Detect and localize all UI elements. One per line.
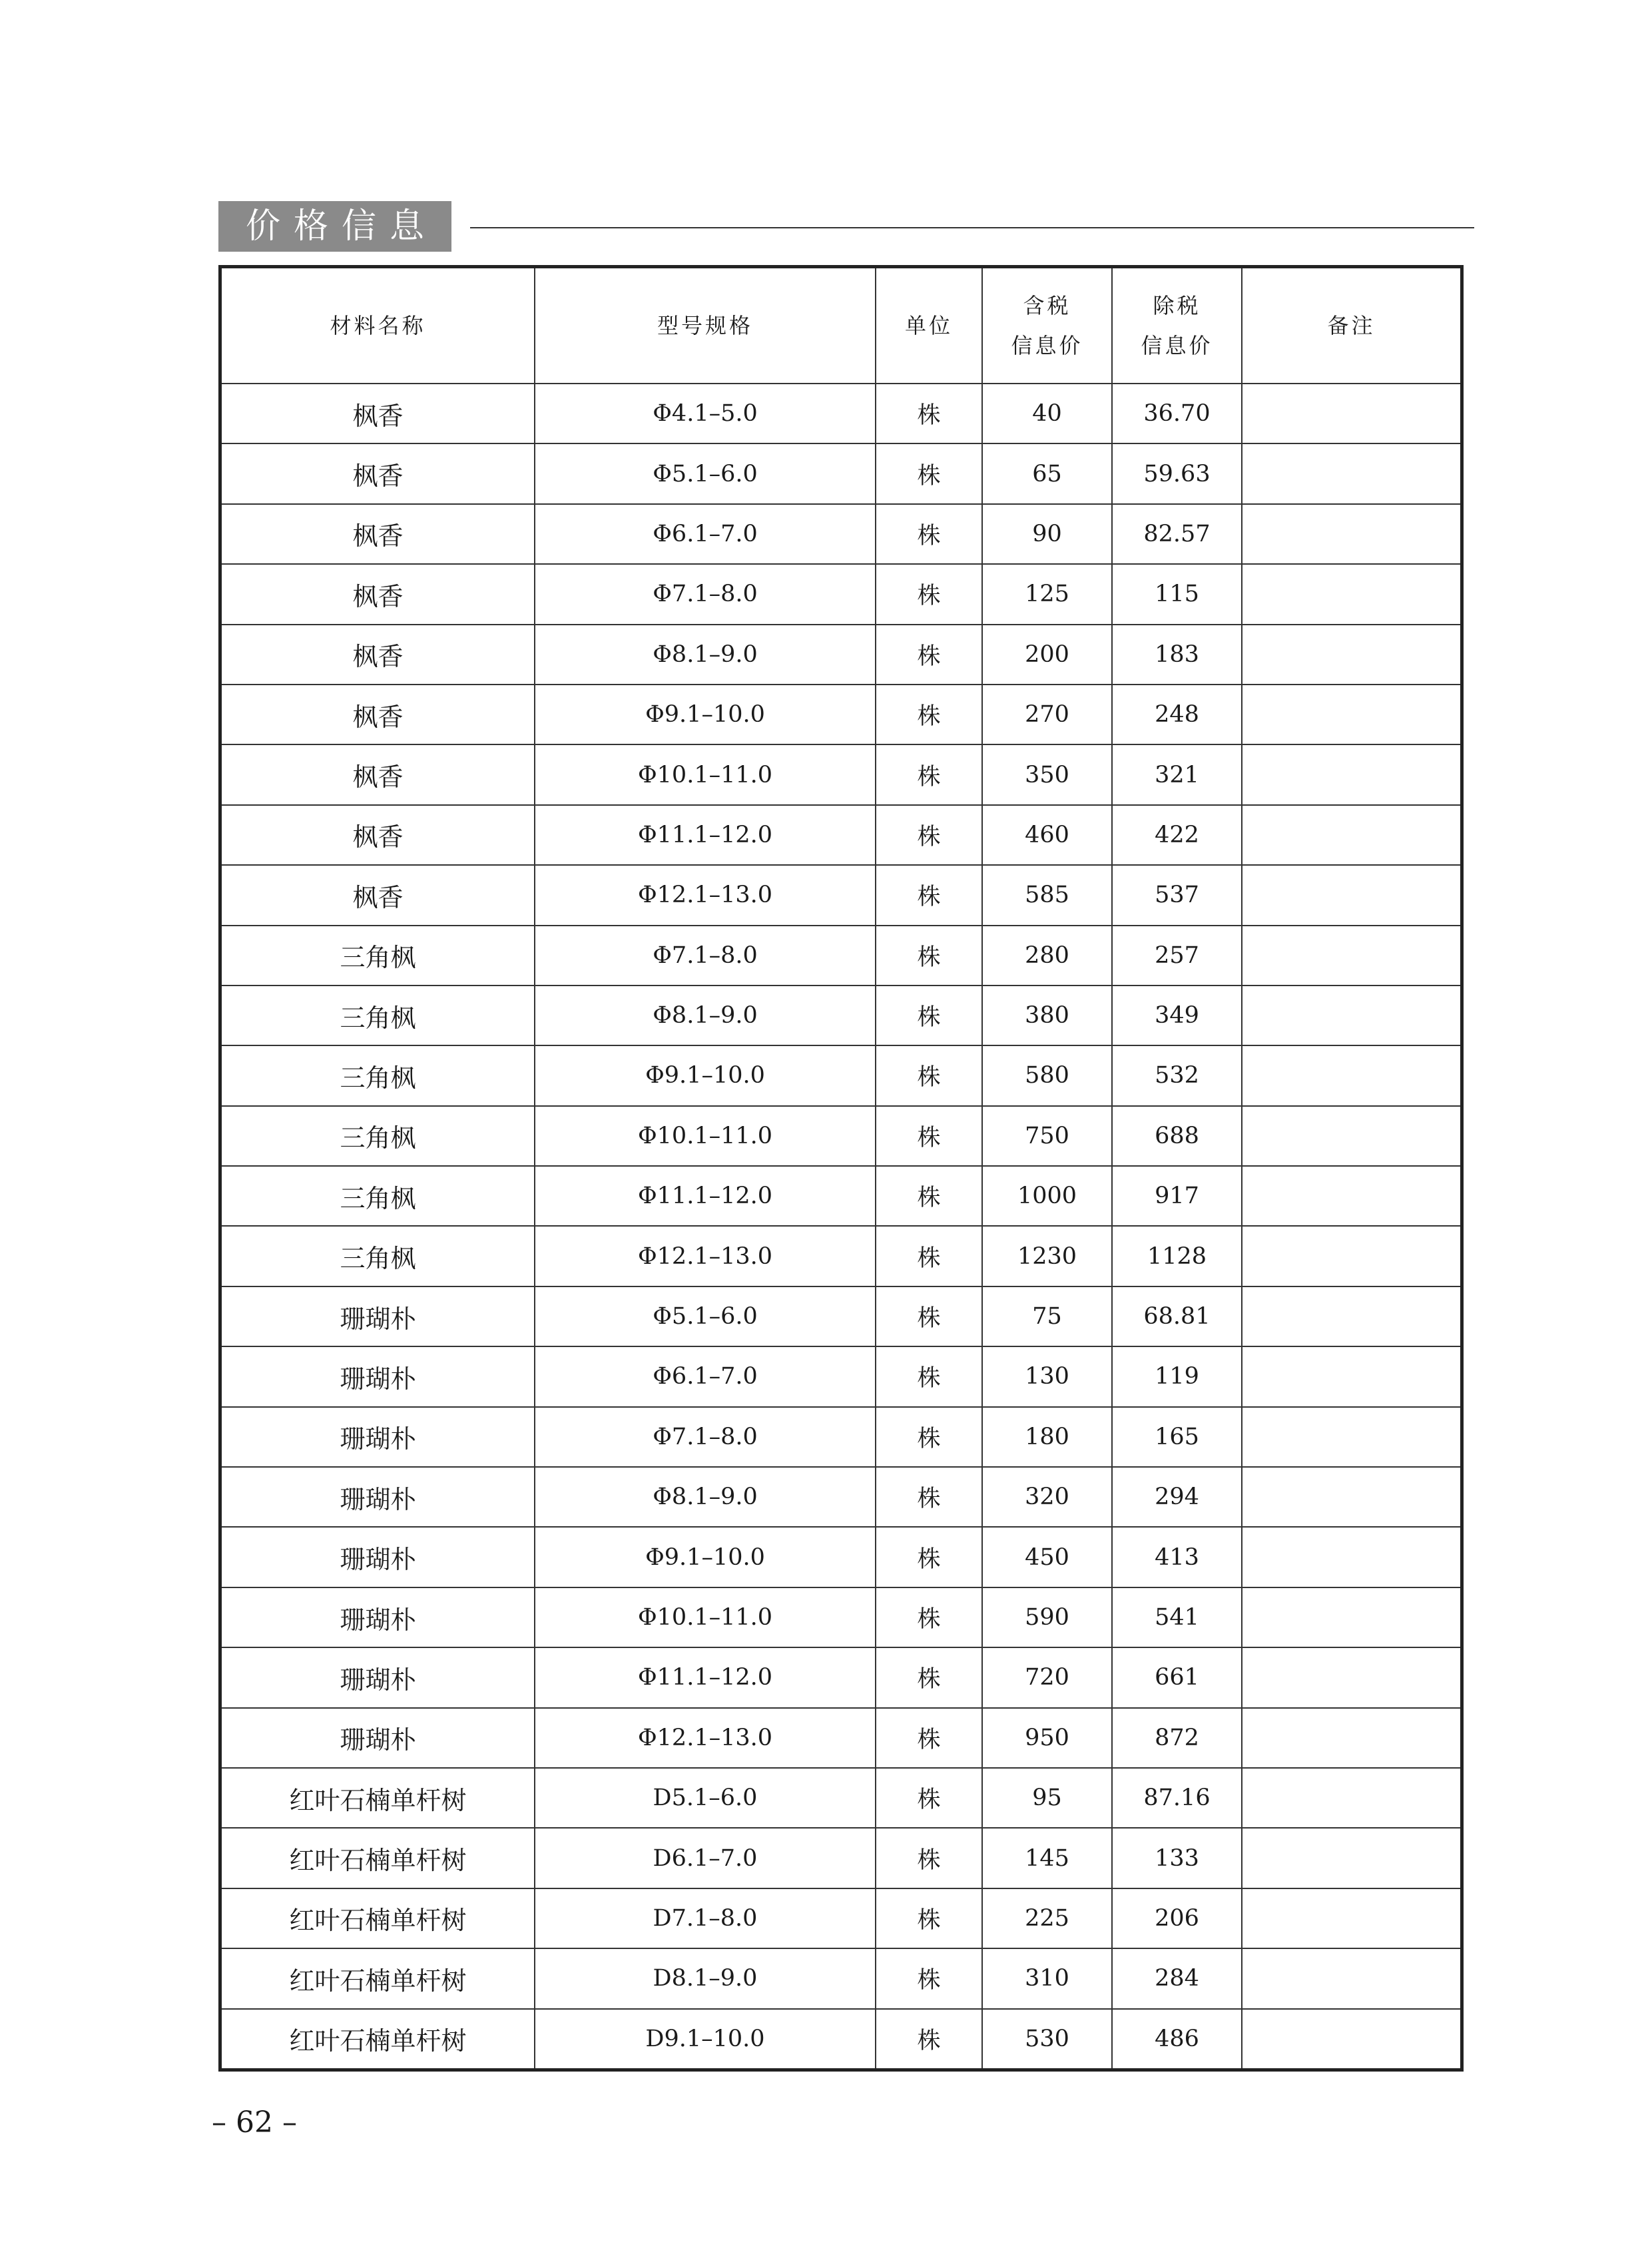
cell-tax-price: 225 — [982, 1888, 1112, 1948]
cell-tax-price: 1000 — [982, 1166, 1112, 1226]
table-row — [222, 1226, 1460, 1286]
cell-note — [1242, 1708, 1460, 1768]
cell-net-price: 688 — [1112, 1106, 1242, 1166]
cell-tax-price: 90 — [982, 504, 1112, 564]
cell-net-price: 119 — [1112, 1346, 1242, 1406]
table-row — [222, 1166, 1460, 1226]
price-table — [222, 268, 1460, 2068]
cell-tax-price: 280 — [982, 926, 1112, 986]
table-row — [222, 2009, 1460, 2068]
cell-material-name: 枫香 — [222, 865, 535, 925]
cell-net-price: 59.63 — [1112, 443, 1242, 503]
table-row — [222, 744, 1460, 804]
cell-unit: 株 — [876, 443, 982, 503]
cell-spec: D8.1–9.0 — [535, 1948, 876, 2008]
table-row — [222, 926, 1460, 986]
cell-spec: Φ9.1–10.0 — [535, 1527, 876, 1587]
table-row — [222, 1708, 1460, 1768]
cell-net-price: 115 — [1112, 564, 1242, 624]
column-header-net-price-line1: 除税 — [1153, 293, 1201, 318]
cell-unit: 株 — [876, 805, 982, 865]
cell-spec: Φ10.1–11.0 — [535, 744, 876, 804]
cell-material-name: 珊瑚朴 — [222, 1708, 535, 1768]
cell-unit: 株 — [876, 384, 982, 443]
cell-note — [1242, 2009, 1460, 2068]
cell-material-name: 红叶石楠单杆树 — [222, 1948, 535, 2008]
cell-net-price: 532 — [1112, 1045, 1242, 1105]
cell-tax-price: 125 — [982, 564, 1112, 624]
cell-unit: 株 — [876, 744, 982, 804]
cell-note — [1242, 1828, 1460, 1888]
cell-tax-price: 40 — [982, 384, 1112, 443]
cell-spec: Φ5.1–6.0 — [535, 1286, 876, 1346]
table-row — [222, 1587, 1460, 1647]
column-header-tax-price-line2: 信息价 — [1011, 333, 1083, 358]
table-row — [222, 685, 1460, 744]
cell-unit: 株 — [876, 564, 982, 624]
cell-spec: Φ11.1–12.0 — [535, 805, 876, 865]
cell-unit: 株 — [876, 625, 982, 685]
cell-unit: 株 — [876, 1768, 982, 1828]
page-number: – 62 – — [212, 2106, 297, 2139]
cell-material-name: 三角枫 — [222, 1045, 535, 1105]
cell-note — [1242, 1407, 1460, 1467]
cell-note — [1242, 1768, 1460, 1828]
cell-net-price: 68.81 — [1112, 1286, 1242, 1346]
cell-net-price: 165 — [1112, 1407, 1242, 1467]
header-rule — [470, 227, 1474, 228]
cell-material-name: 红叶石楠单杆树 — [222, 1888, 535, 1948]
table-row — [222, 986, 1460, 1045]
cell-spec: D6.1–7.0 — [535, 1828, 876, 1888]
cell-net-price: 183 — [1112, 625, 1242, 685]
cell-spec: Φ11.1–12.0 — [535, 1647, 876, 1707]
cell-unit: 株 — [876, 1828, 982, 1888]
cell-net-price: 486 — [1112, 2009, 1242, 2068]
cell-tax-price: 95 — [982, 1768, 1112, 1828]
cell-spec: Φ7.1–8.0 — [535, 926, 876, 986]
cell-tax-price: 180 — [982, 1407, 1112, 1467]
cell-unit: 株 — [876, 1948, 982, 2008]
table-header-row — [222, 268, 1460, 384]
cell-unit: 株 — [876, 1407, 982, 1467]
cell-note — [1242, 1527, 1460, 1587]
cell-tax-price: 580 — [982, 1045, 1112, 1105]
cell-material-name: 三角枫 — [222, 926, 535, 986]
cell-unit: 株 — [876, 1166, 982, 1226]
cell-note — [1242, 1647, 1460, 1707]
cell-tax-price: 450 — [982, 1527, 1112, 1587]
cell-material-name: 三角枫 — [222, 986, 535, 1045]
cell-material-name: 珊瑚朴 — [222, 1587, 535, 1647]
cell-note — [1242, 1888, 1460, 1948]
cell-material-name: 珊瑚朴 — [222, 1467, 535, 1527]
cell-tax-price: 320 — [982, 1467, 1112, 1527]
cell-unit: 株 — [876, 986, 982, 1045]
table-row — [222, 1527, 1460, 1587]
cell-material-name: 枫香 — [222, 443, 535, 503]
cell-material-name: 枫香 — [222, 384, 535, 443]
cell-spec: Φ7.1–8.0 — [535, 564, 876, 624]
cell-unit: 株 — [876, 1226, 982, 1286]
cell-tax-price: 145 — [982, 1828, 1112, 1888]
table-row — [222, 805, 1460, 865]
cell-spec: D5.1–6.0 — [535, 1768, 876, 1828]
cell-material-name: 珊瑚朴 — [222, 1346, 535, 1406]
cell-spec: D9.1–10.0 — [535, 2009, 876, 2068]
cell-note — [1242, 986, 1460, 1045]
cell-tax-price: 65 — [982, 443, 1112, 503]
cell-unit: 株 — [876, 685, 982, 744]
table-row — [222, 1346, 1460, 1406]
cell-unit: 株 — [876, 1045, 982, 1105]
cell-material-name: 红叶石楠单杆树 — [222, 2009, 535, 2068]
cell-material-name: 珊瑚朴 — [222, 1647, 535, 1707]
table-row — [222, 1647, 1460, 1707]
cell-net-price: 321 — [1112, 744, 1242, 804]
cell-spec: Φ10.1–11.0 — [535, 1587, 876, 1647]
cell-spec: Φ6.1–7.0 — [535, 1346, 876, 1406]
cell-spec: D7.1–8.0 — [535, 1888, 876, 1948]
cell-net-price: 349 — [1112, 986, 1242, 1045]
cell-tax-price: 200 — [982, 625, 1112, 685]
cell-unit: 株 — [876, 504, 982, 564]
section-title: 价格信息 — [218, 201, 451, 252]
column-header-net-price — [1112, 268, 1242, 384]
cell-material-name: 枫香 — [222, 744, 535, 804]
column-header-material-name: 材料名称 — [222, 268, 535, 384]
column-header-spec: 型号规格 — [535, 268, 876, 384]
cell-material-name: 珊瑚朴 — [222, 1286, 535, 1346]
table-row — [222, 443, 1460, 503]
cell-material-name: 枫香 — [222, 504, 535, 564]
cell-net-price: 36.70 — [1112, 384, 1242, 443]
cell-tax-price: 720 — [982, 1647, 1112, 1707]
cell-note — [1242, 1166, 1460, 1226]
cell-net-price: 206 — [1112, 1888, 1242, 1948]
cell-unit: 株 — [876, 1346, 982, 1406]
cell-tax-price: 460 — [982, 805, 1112, 865]
cell-material-name: 枫香 — [222, 625, 535, 685]
cell-spec: Φ12.1–13.0 — [535, 865, 876, 925]
cell-note — [1242, 926, 1460, 986]
table-row — [222, 1768, 1460, 1828]
table-row — [222, 1948, 1460, 2008]
cell-material-name: 枫香 — [222, 564, 535, 624]
cell-spec: Φ12.1–13.0 — [535, 1708, 876, 1768]
cell-net-price: 87.16 — [1112, 1768, 1242, 1828]
cell-tax-price: 530 — [982, 2009, 1112, 2068]
column-header-note: 备注 — [1242, 268, 1460, 384]
cell-net-price: 294 — [1112, 1467, 1242, 1527]
cell-tax-price: 380 — [982, 986, 1112, 1045]
table-row — [222, 865, 1460, 925]
cell-note — [1242, 1106, 1460, 1166]
cell-note — [1242, 625, 1460, 685]
cell-unit: 株 — [876, 1647, 982, 1707]
cell-tax-price: 270 — [982, 685, 1112, 744]
cell-note — [1242, 1226, 1460, 1286]
cell-note — [1242, 744, 1460, 804]
cell-material-name: 珊瑚朴 — [222, 1527, 535, 1587]
table-row — [222, 625, 1460, 685]
cell-note — [1242, 564, 1460, 624]
cell-unit: 株 — [876, 1527, 982, 1587]
cell-net-price: 541 — [1112, 1587, 1242, 1647]
cell-note — [1242, 1346, 1460, 1406]
cell-spec: Φ4.1–5.0 — [535, 384, 876, 443]
cell-note — [1242, 384, 1460, 443]
cell-spec: Φ5.1–6.0 — [535, 443, 876, 503]
cell-material-name: 红叶石楠单杆树 — [222, 1768, 535, 1828]
cell-tax-price: 950 — [982, 1708, 1112, 1768]
cell-unit: 株 — [876, 926, 982, 986]
cell-tax-price: 590 — [982, 1587, 1112, 1647]
cell-tax-price: 310 — [982, 1948, 1112, 2008]
table-body — [222, 384, 1460, 2068]
cell-note — [1242, 504, 1460, 564]
cell-unit: 株 — [876, 1286, 982, 1346]
table-row — [222, 384, 1460, 443]
cell-spec: Φ6.1–7.0 — [535, 504, 876, 564]
cell-unit: 株 — [876, 865, 982, 925]
cell-spec: Φ8.1–9.0 — [535, 986, 876, 1045]
cell-material-name: 三角枫 — [222, 1106, 535, 1166]
column-header-unit: 单位 — [876, 268, 982, 384]
cell-material-name: 三角枫 — [222, 1166, 535, 1226]
cell-net-price: 413 — [1112, 1527, 1242, 1587]
cell-material-name: 红叶石楠单杆树 — [222, 1828, 535, 1888]
cell-unit: 株 — [876, 1587, 982, 1647]
cell-net-price: 248 — [1112, 685, 1242, 744]
column-header-net-price-line2: 信息价 — [1141, 333, 1213, 358]
cell-net-price: 872 — [1112, 1708, 1242, 1768]
cell-spec: Φ11.1–12.0 — [535, 1166, 876, 1226]
cell-net-price: 133 — [1112, 1828, 1242, 1888]
cell-tax-price: 75 — [982, 1286, 1112, 1346]
cell-material-name: 三角枫 — [222, 1226, 535, 1286]
column-header-tax-price-line1: 含税 — [1023, 293, 1071, 318]
table-row — [222, 1286, 1460, 1346]
table-row — [222, 504, 1460, 564]
cell-unit: 株 — [876, 1467, 982, 1527]
cell-tax-price: 750 — [982, 1106, 1112, 1166]
cell-spec: Φ10.1–11.0 — [535, 1106, 876, 1166]
cell-net-price: 284 — [1112, 1948, 1242, 2008]
cell-tax-price: 585 — [982, 865, 1112, 925]
cell-net-price: 917 — [1112, 1166, 1242, 1226]
table-row — [222, 1828, 1460, 1888]
cell-tax-price: 350 — [982, 744, 1112, 804]
table-row — [222, 1407, 1460, 1467]
table-row — [222, 1106, 1460, 1166]
cell-net-price: 537 — [1112, 865, 1242, 925]
cell-tax-price: 130 — [982, 1346, 1112, 1406]
cell-note — [1242, 1948, 1460, 2008]
cell-unit: 株 — [876, 2009, 982, 2068]
table-row — [222, 564, 1460, 624]
column-header-tax-price — [982, 268, 1112, 384]
cell-spec: Φ8.1–9.0 — [535, 625, 876, 685]
table-row — [222, 1045, 1460, 1105]
cell-unit: 株 — [876, 1106, 982, 1166]
cell-unit: 株 — [876, 1888, 982, 1948]
price-table-frame — [218, 265, 1464, 2072]
cell-material-name: 枫香 — [222, 685, 535, 744]
cell-material-name: 珊瑚朴 — [222, 1407, 535, 1467]
cell-net-price: 1128 — [1112, 1226, 1242, 1286]
cell-spec: Φ12.1–13.0 — [535, 1226, 876, 1286]
cell-spec: Φ9.1–10.0 — [535, 685, 876, 744]
section-header — [218, 201, 1474, 252]
table-row — [222, 1467, 1460, 1527]
cell-spec: Φ8.1–9.0 — [535, 1467, 876, 1527]
cell-note — [1242, 1045, 1460, 1105]
cell-spec: Φ7.1–8.0 — [535, 1407, 876, 1467]
table-row — [222, 1888, 1460, 1948]
cell-net-price: 82.57 — [1112, 504, 1242, 564]
cell-net-price: 422 — [1112, 805, 1242, 865]
cell-note — [1242, 1286, 1460, 1346]
cell-spec: Φ9.1–10.0 — [535, 1045, 876, 1105]
cell-note — [1242, 805, 1460, 865]
cell-note — [1242, 1467, 1460, 1527]
cell-tax-price: 1230 — [982, 1226, 1112, 1286]
cell-unit: 株 — [876, 1708, 982, 1768]
cell-material-name: 枫香 — [222, 805, 535, 865]
cell-net-price: 257 — [1112, 926, 1242, 986]
cell-note — [1242, 1587, 1460, 1647]
cell-note — [1242, 443, 1460, 503]
cell-net-price: 661 — [1112, 1647, 1242, 1707]
cell-note — [1242, 865, 1460, 925]
cell-note — [1242, 685, 1460, 744]
